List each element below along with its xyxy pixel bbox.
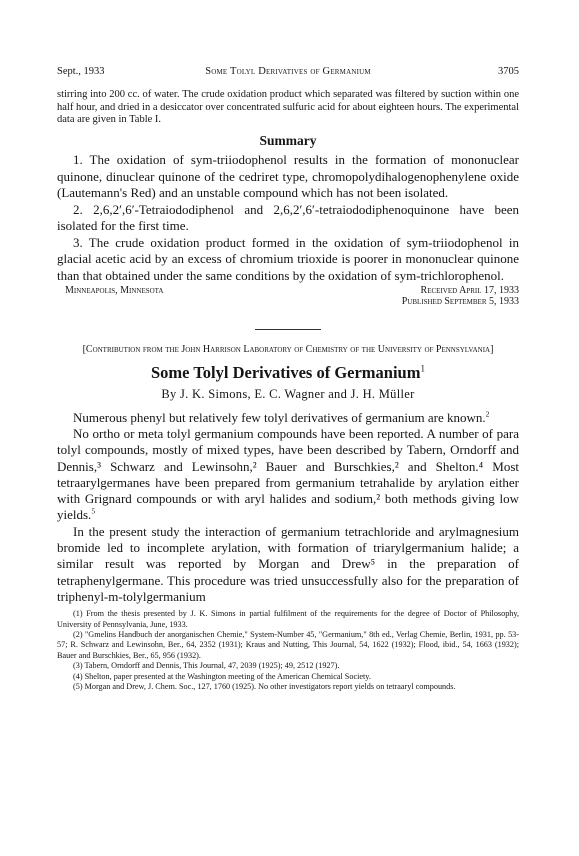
summary-list (57, 152, 519, 284)
body-paragraph-text: In the present study the interaction of germanium tetrachloride and arylmagnesium bromide led to incomplete arylation, with formation of triarylgermanium halide; a similar result was reported by Morgan and Drew⁵ in the preparation of tetraphenylgermane. This procedure was tried unsuccessfully also for the preparation of triphenyl-m-tolylgermanium (57, 523, 519, 604)
body-paragraph-text: Numerous phenyl but relatively few tolyl derivatives of germanium are known. (73, 409, 486, 425)
title-footnote-ref: 1 (420, 363, 425, 374)
published-date: Published September 5, 1933 (401, 296, 519, 308)
article-authors: By J. K. Simons, E. C. Wagner and J. H. Müller (161, 386, 415, 401)
summary-item: 2. 2,6,2′,6′-Tetraiododiphenol and 2,6,2′,6′-tetraiododiphenoquinone have been isolated for the first time. (57, 201, 519, 234)
footnotes (57, 609, 519, 692)
body-paragraph (57, 524, 519, 605)
summary-heading: Summary (259, 133, 317, 149)
footnote: (5) Morgan and Drew, J. Chem. Soc., 127, 1760 (1925). No other investigators report yields on tetraaryl compounds. (73, 682, 456, 692)
body-paragraph (57, 410, 519, 426)
body-paragraph-text: No ortho or meta tolyl germanium compounds have been reported. A number of para tolyl compounds, mostly of mixed types, have been described by Tabern, Orndorff and Dennis,³ Schwarz and Lewinsohn,² Bauer and Burschkies,² and Shelton.⁴ Most tetraarylgermanes have been prepared from germanium tetrahalide by arylation either with Grignard compounds or with aryl halides and sodium,² both methods giving low yields. (57, 425, 519, 523)
footnote: (4) Shelton, paper presented at the Washington meeting of the American Chemical Society. (73, 671, 371, 681)
footnote-ref: 5 (91, 507, 96, 517)
footnote: (1) From the thesis presented by J. K. Simons in partial fulfilment of the requirements for the degree of Doctor of Philosophy, University of Pennsylvania, June, 1933. (57, 609, 519, 629)
header-page-number: 3705 (498, 66, 519, 77)
running-header (57, 66, 519, 82)
footnote: (3) Tabern, Orndorff and Dennis, This Journal, 47, 2039 (1925); 49, 2512 (1927). (73, 661, 340, 671)
header-date: Sept., 1933 (57, 66, 105, 77)
received-date: Received April 17, 1933 (420, 285, 519, 297)
footnote: (2) "Gmelins Handbuch der anorganischen Chemie," System-Number 45, "Germanium," 8th ed., Verlag Chemie, Berlin, 1931, pp. 53-57; R. Schwarz and Lewinsohn, Ber., 64, 2352 (1931); Kraus and Nutting, This Journal, 54, 1622 (1932); Flood, ibid., 54, 1663 (1932); Bauer and Burschkies, Ber., 65, 956 (1932). (57, 629, 519, 660)
footnote-ref: 2 (485, 409, 490, 419)
header-running-title: Some Tolyl Derivatives of Germanium (205, 66, 371, 77)
signature-block (57, 285, 519, 311)
contribution-line: [Contribution from the John Harrison Laboratory of Chemistry of the University of Pennsylvania] (82, 344, 494, 356)
article-body (57, 410, 519, 606)
intro-paragraph: stirring into 200 cc. of water. The crude oxidation product which separated was filtered by suction within one half hour, and dried in a desiccator over concentrated sulfuric acid for about eighteen hours. The experimental data are given in Table I. (57, 89, 519, 126)
summary-item: 1. The oxidation of sym-triiodophenol results in the formation of mononuclear quinone, dinuclear quinone of the cedriret type, chromopolydihalogenophenylene oxide (Lautemann's Red) and an unstable compound which has not been isolated. (57, 152, 519, 201)
body-paragraph (57, 426, 519, 524)
article-title-text: Some Tolyl Derivatives of Germanium (151, 362, 421, 382)
journal-page (57, 66, 519, 692)
article-title (57, 363, 519, 383)
section-divider (255, 329, 321, 330)
summary-item: 3. The crude oxidation product formed in the oxidation of sym-triiodophenol in glacial acetic acid by an excess of chromium trioxide is poorer in mononuclear quinone than that obtained under the same conditions by the oxidation of sym-trichlorophenol. (57, 234, 519, 283)
signature-place: Minneapolis, Minnesota (65, 285, 164, 297)
